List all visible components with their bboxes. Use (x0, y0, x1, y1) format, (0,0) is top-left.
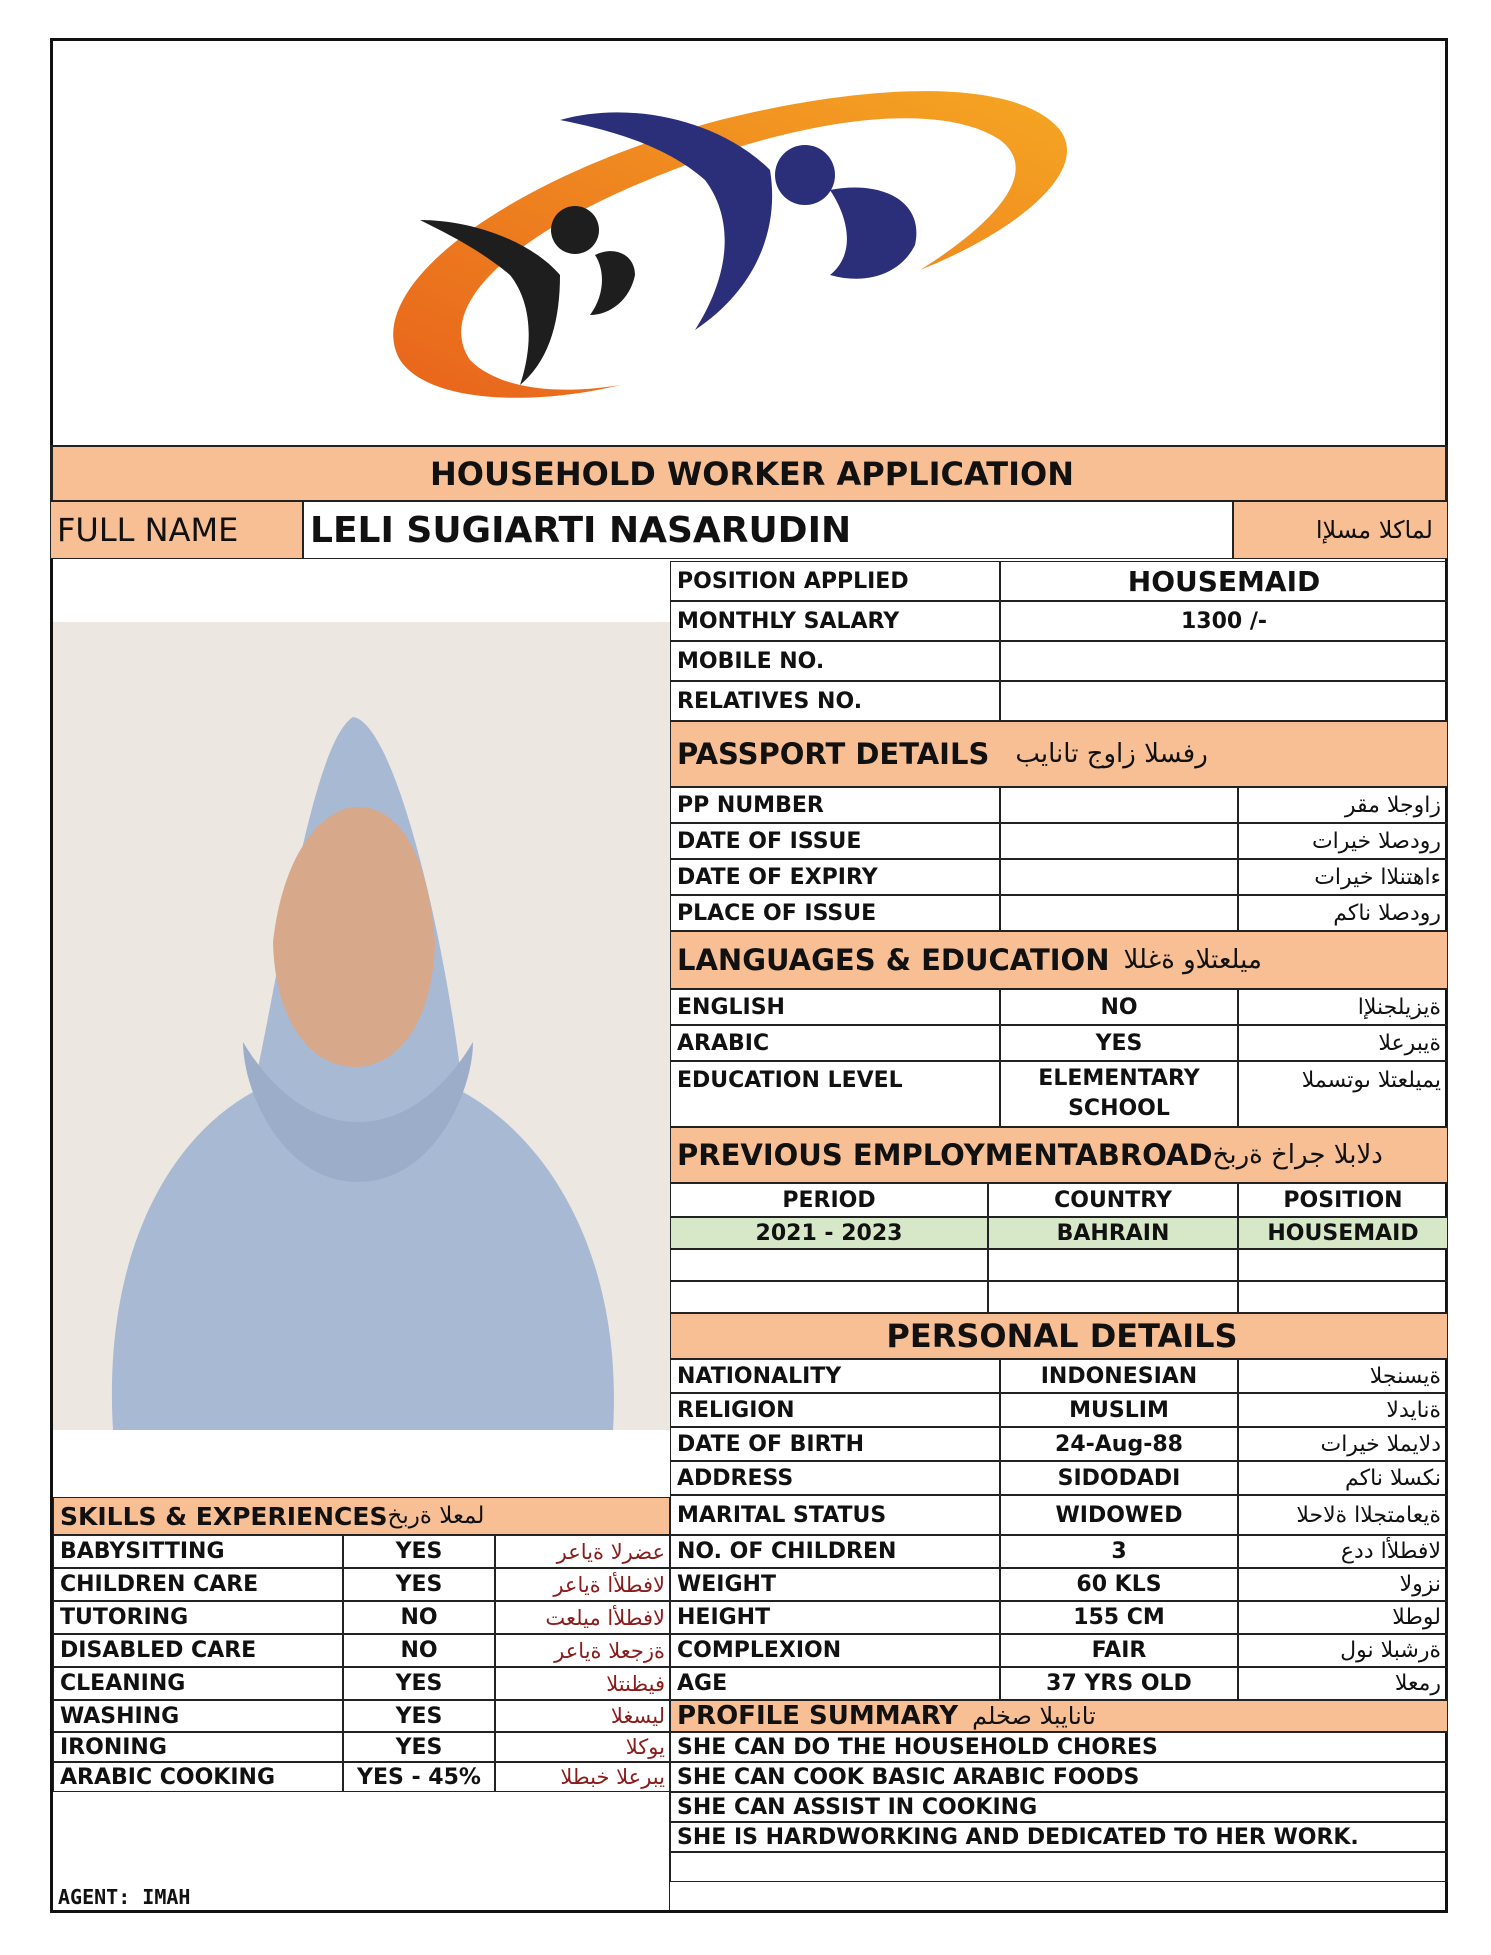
nationality-value: INDONESIAN (1000, 1359, 1238, 1393)
profile-line: SHE CAN DO THE HOUSEHOLD CHORES (670, 1732, 1448, 1762)
employment-empty-cell (670, 1249, 988, 1281)
pp-number-value (1000, 787, 1238, 823)
position-applied-label: POSITION APPLIED (670, 561, 1000, 601)
profile-heading-text: PROFILE SUMMARY (677, 1701, 959, 1731)
complexion-ar: ةرشبلا نول (1238, 1634, 1448, 1667)
date-of-issue-value (1000, 823, 1238, 859)
passport-heading-ar: رفسلا زاوج تانايب (1015, 739, 1208, 769)
personal-heading: PERSONAL DETAILS (670, 1313, 1448, 1359)
employment-position: HOUSEMAID (1238, 1217, 1448, 1249)
religion-ar: ةنايدلا (1238, 1393, 1448, 1427)
marital-status-label: MARITAL STATUS (670, 1495, 1000, 1535)
date-of-expiry-value (1000, 859, 1238, 895)
place-of-issue-label: PLACE OF ISSUE (670, 895, 1000, 931)
date-of-expiry-ar: ءاهتنلاا خيرات (1238, 859, 1448, 895)
address-value: SIDODADI (1000, 1461, 1238, 1495)
weight-label: WEIGHT (670, 1568, 1000, 1601)
weight-ar: نزولا (1238, 1568, 1448, 1601)
skill-label-ar: لافطلأا ةياعر (495, 1568, 670, 1601)
employment-heading-ar: دلابلا جراخ ةربخ (1212, 1140, 1383, 1170)
monthly-salary-value: 1300 /- (1000, 601, 1448, 641)
employment-heading-text: PREVIOUS EMPLOYMENTABROAD (677, 1138, 1213, 1172)
skill-label: ARABIC COOKING (53, 1762, 343, 1792)
position-applied-value: HOUSEMAID (1000, 561, 1448, 601)
full-name-label-ar: لماكلا مسلإا (1233, 501, 1448, 559)
skill-label-ar: لافطلأا ميلعت (495, 1601, 670, 1634)
pp-number-ar: زاوجلا مقر (1238, 787, 1448, 823)
weight-value: 60 KLS (1000, 1568, 1238, 1601)
agent-label: AGENT: IMAH (58, 1885, 191, 1909)
employment-empty-cell (1238, 1281, 1448, 1313)
children-value: 3 (1000, 1535, 1238, 1568)
date-of-issue-ar: رودصلا خيرات (1238, 823, 1448, 859)
skills-heading-ar: لمعلا ةربخ (387, 1503, 485, 1529)
languages-heading-ar: ميلعتلاو ةغللا (1123, 945, 1262, 975)
skill-label-ar: ليسغلا (495, 1700, 670, 1732)
skill-value: YES (343, 1667, 495, 1700)
column-divider (669, 1792, 670, 1910)
page-title: HOUSEHOLD WORKER APPLICATION (50, 445, 1448, 501)
passport-heading-text: PASSPORT DETAILS (677, 737, 990, 771)
skill-label: TUTORING (53, 1601, 343, 1634)
nationality-ar: ةيسنجلا (1238, 1359, 1448, 1393)
skill-value: YES (343, 1732, 495, 1762)
skill-value: YES (343, 1700, 495, 1732)
religion-label: RELIGION (670, 1393, 1000, 1427)
employment-empty-cell (1238, 1249, 1448, 1281)
complexion-value: FAIR (1000, 1634, 1238, 1667)
skill-value: YES (343, 1568, 495, 1601)
age-ar: رمعلا (1238, 1667, 1448, 1700)
marital-status-ar: ةيعامتجلاا ةلاحلا (1238, 1495, 1448, 1535)
agency-logo (360, 60, 1080, 420)
employment-col-country: COUNTRY (988, 1183, 1238, 1217)
english-label: ENGLISH (670, 989, 1000, 1025)
skill-label: WASHING (53, 1700, 343, 1732)
english-ar: ةيزيلجنلإا (1238, 989, 1448, 1025)
employment-period: 2021 - 2023 (670, 1217, 988, 1249)
skill-label: CLEANING (53, 1667, 343, 1700)
employment-country: BAHRAIN (988, 1217, 1238, 1249)
place-of-issue-ar: رودصلا ناكم (1238, 895, 1448, 931)
children-label: NO. OF CHILDREN (670, 1535, 1000, 1568)
skill-label-ar: ةزجعلا ةياعر (495, 1634, 670, 1667)
skill-value: YES (343, 1535, 495, 1568)
address-ar: نكسلا ناكم (1238, 1461, 1448, 1495)
mobile-no-label: MOBILE NO. (670, 641, 1000, 681)
profile-line: SHE CAN COOK BASIC ARABIC FOODS (670, 1762, 1448, 1792)
pp-number-label: PP NUMBER (670, 787, 1000, 823)
employment-heading (670, 1127, 1448, 1183)
profile-heading-ar: تانايبلا صخلم (972, 1702, 1096, 1730)
employment-empty-cell (988, 1281, 1238, 1313)
english-value: NO (1000, 989, 1238, 1025)
education-level-value (1000, 1061, 1238, 1127)
skill-label: DISABLED CARE (53, 1634, 343, 1667)
date-of-birth-label: DATE OF BIRTH (670, 1427, 1000, 1461)
languages-heading-text: LANGUAGES & EDUCATION (677, 943, 1110, 977)
skill-value: YES - 45% (343, 1762, 495, 1792)
relatives-no-label: RELATIVES NO. (670, 681, 1000, 721)
skill-label: CHILDREN CARE (53, 1568, 343, 1601)
date-of-birth-value: 24-Aug-88 (1000, 1427, 1238, 1461)
full-name-label: FULL NAME (50, 501, 303, 559)
employment-col-period: PERIOD (670, 1183, 988, 1217)
mobile-no-value (1000, 641, 1448, 681)
skill-label: BABYSITTING (53, 1535, 343, 1568)
education-level-value-line2: SCHOOL (1068, 1096, 1170, 1121)
height-value: 155 CM (1000, 1601, 1238, 1634)
skill-value: NO (343, 1634, 495, 1667)
passport-heading (670, 721, 1448, 787)
address-label: ADDRESS (670, 1461, 1000, 1495)
profile-line (670, 1852, 1448, 1882)
arabic-ar: ةيبرعلا (1238, 1025, 1448, 1061)
profile-heading (670, 1700, 1448, 1732)
education-level-label: EDUCATION LEVEL (670, 1061, 1000, 1127)
education-level-value-line1: ELEMENTARY (1038, 1066, 1200, 1091)
languages-heading (670, 931, 1448, 989)
skill-label-ar: عضرلا ةياعر (495, 1535, 670, 1568)
height-ar: لوطلا (1238, 1601, 1448, 1634)
skill-label: IRONING (53, 1732, 343, 1762)
complexion-label: COMPLEXION (670, 1634, 1000, 1667)
relatives-no-value (1000, 681, 1448, 721)
profile-line: SHE IS HARDWORKING AND DEDICATED TO HER WORK. (670, 1822, 1448, 1852)
skill-label-ar: فيظنتلا (495, 1667, 670, 1700)
nationality-label: NATIONALITY (670, 1359, 1000, 1393)
age-value: 37 YRS OLD (1000, 1667, 1238, 1700)
employment-col-position: POSITION (1238, 1183, 1448, 1217)
age-label: AGE (670, 1667, 1000, 1700)
full-name-value: LELI SUGIARTI NASARUDIN (303, 501, 1233, 559)
skills-heading (53, 1497, 670, 1535)
place-of-issue-value (1000, 895, 1238, 931)
date-of-issue-label: DATE OF ISSUE (670, 823, 1000, 859)
height-label: HEIGHT (670, 1601, 1000, 1634)
children-ar: لافطلأا ددع (1238, 1535, 1448, 1568)
monthly-salary-label: MONTHLY SALARY (670, 601, 1000, 641)
applicant-photo-illustration (53, 622, 670, 1430)
marital-status-value: WIDOWED (1000, 1495, 1238, 1535)
skill-label-ar: يوكلا (495, 1732, 670, 1762)
applicant-photo (53, 622, 670, 1430)
arabic-value: YES (1000, 1025, 1238, 1061)
profile-line: SHE CAN ASSIST IN COOKING (670, 1792, 1448, 1822)
education-level-ar: يميلعتلا ىوتسملا (1238, 1061, 1448, 1127)
employment-empty-cell (988, 1249, 1238, 1281)
skills-heading-text: SKILLS & EXPERIENCES (60, 1501, 388, 1531)
date-of-expiry-label: DATE OF EXPIRY (670, 859, 1000, 895)
employment-empty-cell (670, 1281, 988, 1313)
date-of-birth-ar: دلايملا خيرات (1238, 1427, 1448, 1461)
skill-label-ar: يبرعلا خبطلا (495, 1762, 670, 1792)
religion-value: MUSLIM (1000, 1393, 1238, 1427)
arabic-label: ARABIC (670, 1025, 1000, 1061)
skill-value: NO (343, 1601, 495, 1634)
